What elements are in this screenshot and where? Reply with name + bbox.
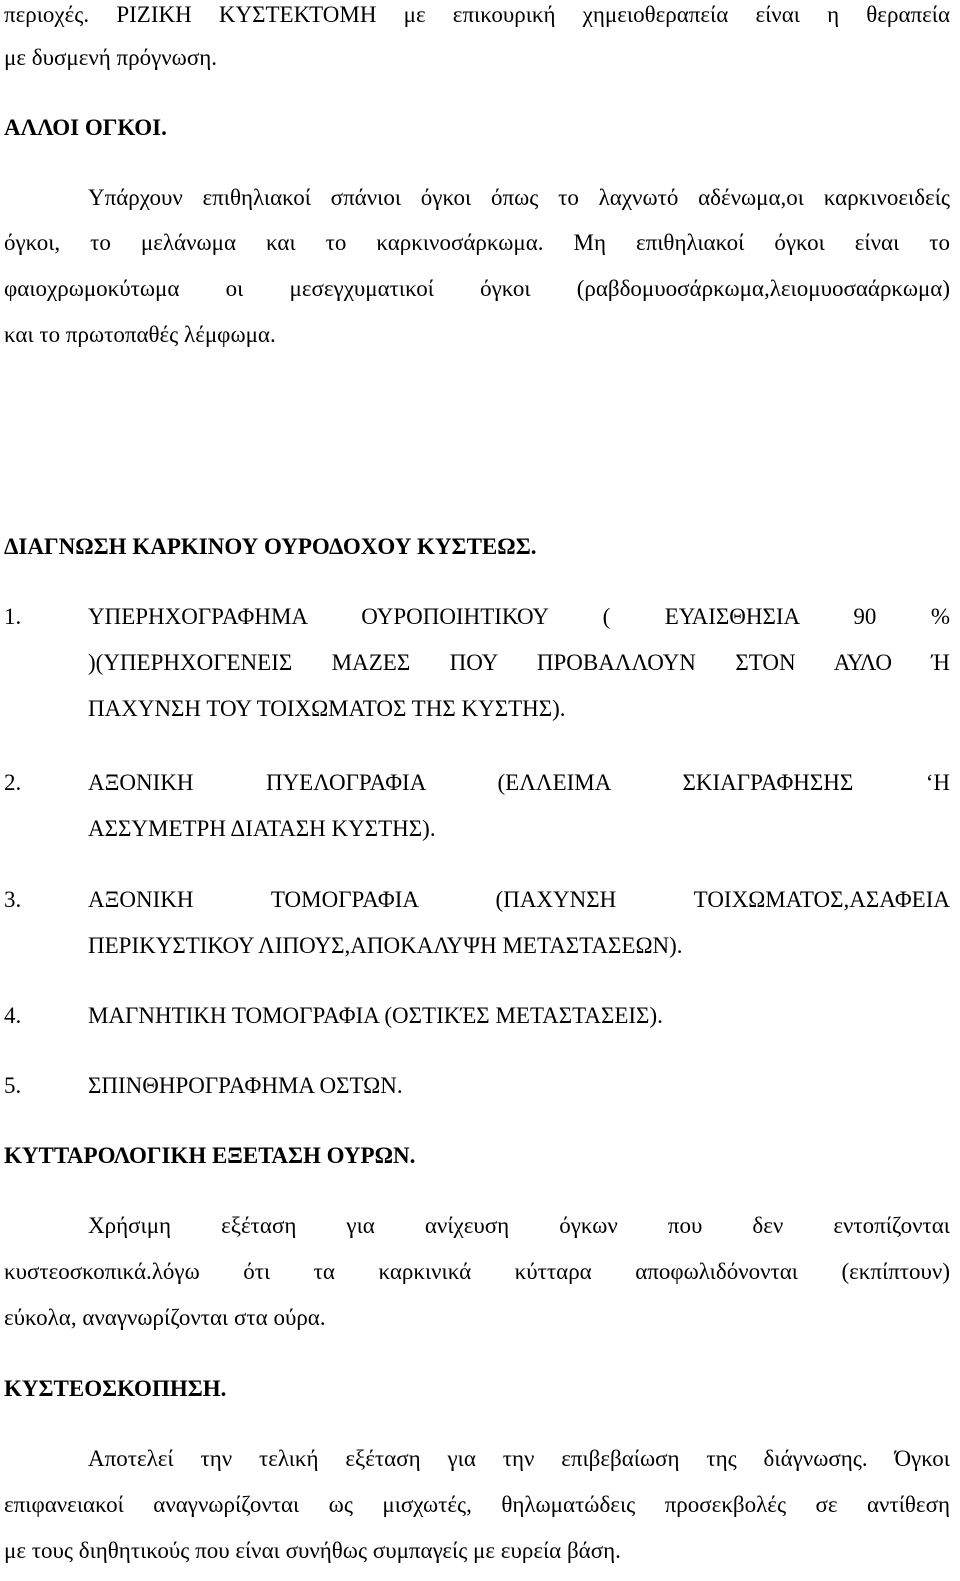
list-item-line: ΠΕΡΙΚΥΣΤΙΚΟΥ ΛΙΠΟΥΣ,ΑΠΟΚΑΛΥΨΗ ΜΕΤΑΣΤΑΣΕΩΝ). xyxy=(88,933,683,958)
list-item-line: ΣΠΙΝΘΗΡΟΓΡΑΦΗΜΑ ΟΣΤΩΝ. xyxy=(88,1073,403,1098)
list-item-number: 3. xyxy=(4,887,22,912)
list-item-line: ΥΠΕΡΗΧΟΓΡΑΦΗΜΑ ΟΥΡΟΠΟΙΗΤΙΚΟΥ ( ΕΥΑΙΣΘΗΣΙΑ 90 % xyxy=(88,604,950,629)
section-heading: ΚΥΤΤΑΡΟΛΟΓΙΚΗ ΕΞΕΤΑΣΗ ΟΥΡΩΝ. xyxy=(4,1143,416,1168)
list-item-number: 1. xyxy=(4,604,22,629)
list-item-line: ΜΑΓΝΗΤΙΚΗ ΤΟΜΟΓΡΑΦΙΑ (ΟΣΤΙΚΈΣ ΜΕΤΑΣΤΑΣΕΙΣ). xyxy=(88,1003,663,1028)
paragraph-line: Υπάρχουν επιθηλιακοί σπάνιοι όγκοι όπως το λαχνωτό αδένωμα,οι καρκινοειδείς xyxy=(88,185,950,210)
list-item-line: ΑΞΟΝΙΚΗ ΤΟΜΟΓΡΑΦΙΑ (ΠΑΧΥΝΣΗ ΤΟΙΧΩΜΑΤΟΣ,ΑΣΑΦΕΙΑ xyxy=(88,887,950,912)
paragraph-line: φαιοχρωμοκύτωμα οι μεσεγχυματικοί όγκοι (ραβδομυοσάρκωμα,λειομυοσαάρκωμα) xyxy=(4,276,950,301)
list-item-line: ΑΣΣΥΜΕΤΡΗ ΔΙΑΤΑΣΗ ΚΥΣΤΗΣ). xyxy=(88,816,436,841)
paragraph-line: με δυσμενή πρόγνωση. xyxy=(4,45,217,70)
list-item-line: )(ΥΠΕΡΗΧΟΓΕΝΕΙΣ ΜΑΖΕΣ ΠΟΥ ΠΡΟΒΑΛΛΟΥΝ ΣΤΟΝ ΑΥΛΟ Ή xyxy=(88,650,950,675)
paragraph-line: εύκολα, αναγνωρίζονται στα ούρα. xyxy=(4,1305,326,1330)
section-heading: ΚΥΣΤΕΟΣΚΟΠΗΣΗ. xyxy=(4,1376,227,1401)
list-item-line: ΑΞΟΝΙΚΗ ΠΥΕΛΟΓΡΑΦΙΑ (ΕΛΛΕΙΜΑ ΣΚΙΑΓΡΑΦΗΣΗΣ ‘Η xyxy=(88,770,950,795)
list-item-number: 5. xyxy=(4,1073,22,1098)
paragraph-line: Αποτελεί την τελική εξέταση για την επιβεβαίωση της διάγνωσης. Όγκοι xyxy=(88,1446,950,1471)
paragraph-line: περιοχές. ΡΙΖΙΚΗ ΚΥΣΤΕΚΤΟΜΗ με επικουρική χημειοθεραπεία είναι η θεραπεία xyxy=(4,2,950,27)
paragraph-line: και το πρωτοπαθές λέμφωμα. xyxy=(4,322,276,347)
paragraph-line: κυστεοσκοπικά.λόγω ότι τα καρκινικά κύτταρα αποφωλιδόνονται (εκπίπτουν) xyxy=(4,1259,950,1284)
paragraph-line: Χρήσιμη εξέταση για ανίχευση όγκων που δεν εντοπίζονται xyxy=(88,1213,950,1238)
list-item-line: ΠΑΧΥΝΣΗ ΤΟΥ ΤΟΙΧΩΜΑΤΟΣ ΤΗΣ ΚΥΣΤΗΣ). xyxy=(88,696,566,721)
list-item-number: 2. xyxy=(4,770,22,795)
paragraph-line: με τους διηθητικούς που είναι συνήθως συμπαγείς με ευρεία βάση. xyxy=(4,1538,621,1563)
section-heading: ΔΙΑΓΝΩΣΗ ΚΑΡΚΙΝΟΥ ΟΥΡΟΔΟΧΟΥ ΚΥΣΤΕΩΣ. xyxy=(4,534,537,559)
paragraph-line: επιφανειακοί αναγνωρίζονται ως μισχωτές, θηλωματώδεις προσεκβολές σε αντίθεση xyxy=(4,1492,950,1517)
paragraph-line: όγκοι, το μελάνωμα και το καρκινοσάρκωμα. Μη επιθηλιακοί όγκοι είναι το xyxy=(4,230,950,255)
list-item-number: 4. xyxy=(4,1003,22,1028)
section-heading: ΑΛΛΟΙ ΟΓΚΟΙ. xyxy=(4,115,167,140)
